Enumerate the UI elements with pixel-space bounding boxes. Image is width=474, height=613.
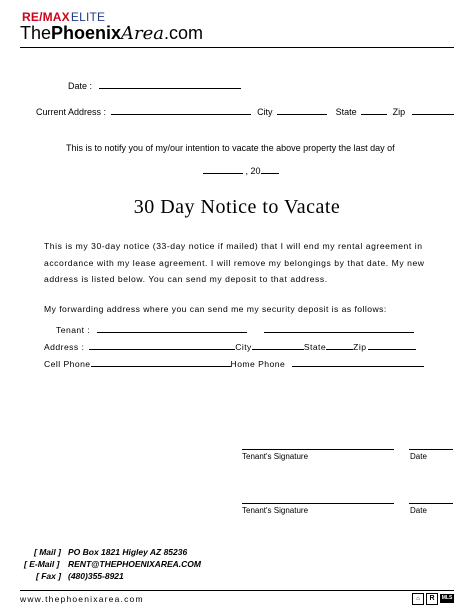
date-line-2[interactable] (409, 503, 453, 504)
cell-phone-field[interactable] (91, 356, 231, 367)
site-logo (20, 24, 203, 43)
forwarding-city-label: City (235, 342, 252, 352)
tenant-name-field-2[interactable] (264, 322, 414, 333)
date-line-1[interactable] (409, 449, 453, 450)
address-label: Address : (44, 342, 85, 352)
logo-area: Area (121, 23, 165, 44)
signature-date-label-1: Date (410, 452, 427, 461)
fax-value: (480)355-8921 (68, 571, 124, 581)
forwarding-address-row (44, 339, 416, 352)
mail-value: PO Box 1821 Higley AZ 85236 (68, 547, 188, 557)
forwarding-zip-field[interactable] (368, 339, 416, 350)
home-phone-field[interactable] (292, 356, 424, 367)
mls-badge: MLS (441, 595, 453, 601)
zip-field[interactable] (412, 104, 454, 115)
current-address-row (36, 104, 454, 118)
phone-row (44, 356, 424, 369)
forwarding-address-field[interactable] (89, 339, 235, 350)
equal-housing-icon: ⌂ (412, 593, 424, 605)
email-value[interactable]: RENT@THEPHOENIXAREA.COM (68, 559, 201, 569)
city-label: City (257, 107, 273, 117)
year-field[interactable] (261, 163, 279, 174)
forwarding-state-label: State (303, 342, 327, 352)
forwarding-state-field[interactable] (326, 339, 353, 350)
tenant-signature-label-2: Tenant's Signature (242, 506, 309, 515)
notify-text: This is to notify you of my/our intention to vacate the above property the last day of (66, 143, 395, 153)
zip-label: Zip (392, 107, 406, 117)
logo-the: The (20, 23, 52, 43)
city-field[interactable] (277, 104, 327, 115)
notice-paragraph: This is my 30-day notice (33-day notice if mailed) that I will end my rental agreement in accordance with my lease agreement. I will remove my belongings by that date. My new address is listed below. You can send my deposit to that address. (44, 241, 425, 284)
signature-date-label-2: Date (410, 506, 427, 515)
realtor-icon: R (426, 593, 438, 605)
email-label: [ E-Mail ] (24, 559, 60, 569)
page-title: 30 Day Notice to Vacate (133, 196, 341, 218)
signature-line-1[interactable] (242, 449, 394, 450)
logo-phoenix: Phoenix (51, 23, 122, 43)
date-row (68, 78, 241, 92)
year-prefix: , 20 (245, 166, 261, 176)
date-field[interactable] (99, 78, 241, 89)
forwarding-city-field[interactable] (252, 339, 304, 350)
website-link[interactable]: www.thephoenixarea.com (20, 594, 144, 604)
tenant-name-field-1[interactable] (97, 322, 247, 333)
cell-phone-label: Cell Phone (44, 359, 91, 369)
footer-divider (20, 590, 454, 591)
elite-text: ELITE (70, 10, 106, 24)
tenant-label: Tenant : (56, 325, 91, 335)
vacate-date-row (203, 163, 279, 177)
state-field[interactable] (361, 104, 387, 115)
signature-line-2[interactable] (242, 503, 394, 504)
forwarding-zip-label: Zip (353, 342, 367, 352)
state-label: State (335, 107, 357, 117)
fax-label: [ Fax ] (36, 571, 62, 581)
vacate-date-field[interactable] (203, 163, 243, 174)
forwarding-intro: My forwarding address where you can send me my security deposit is as follows: (44, 304, 387, 314)
home-phone-label: Home Phone (230, 359, 286, 369)
header-divider (20, 47, 454, 48)
current-address-field[interactable] (111, 104, 251, 115)
tenant-signature-label-1: Tenant's Signature (242, 452, 309, 461)
remax-logo (22, 10, 105, 24)
logo-com: .com (164, 23, 204, 43)
mail-label: [ Mail ] (34, 547, 61, 557)
remax-text: RE/MAX (22, 10, 70, 24)
current-address-label: Current Address : (36, 107, 107, 117)
tenant-row (56, 322, 414, 335)
date-label: Date : (68, 81, 93, 91)
